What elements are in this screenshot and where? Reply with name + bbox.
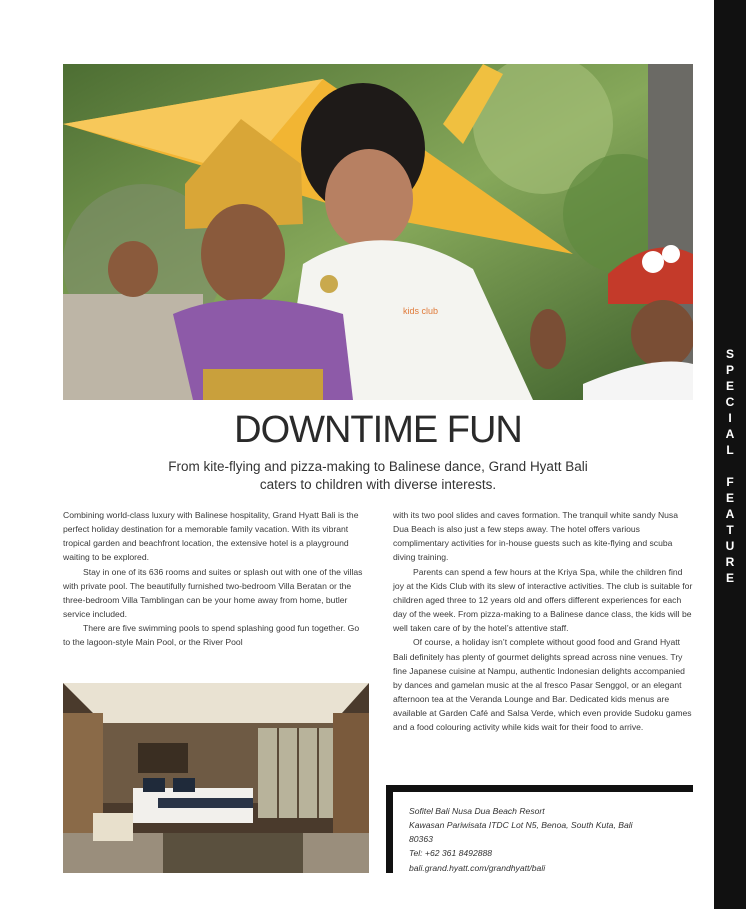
contact-line: 80363	[409, 834, 433, 845]
body-paragraph: Stay in one of its 636 rooms and suites or splash out with one of the villas with private pool. The beautifully furnished two-bedroom Villa Beratan or the three-bedroom Villa Tamblingan can be your home away from home, butler service included.	[63, 566, 363, 620]
contact-line: Kawasan Pariwisata ITDC Lot N5, Benoa, South Kuta, Bali	[409, 820, 633, 831]
section-label-letter: R	[725, 555, 735, 569]
section-label-letter: E	[725, 571, 734, 585]
body-paragraph: There are five swimming pools to spend splashing good fun together. Go to the lagoon-style Main Pool, or the River Pool	[63, 623, 360, 648]
contact-line: Sofitel Bali Nusa Dua Beach Resort	[409, 806, 545, 816]
body-paragraph: with its two pool slides and caves formation. The tranquil white sandy Nusa Dua Beach is also just a few steps away. The hotel offers various complimentary activities for in-house guests such as kite-flying and scuba diving training.	[393, 510, 679, 563]
article-subtitle: From kite-flying and pizza-making to Balinese dance, Grand Hyatt Bali caters to children with diverse interests.	[168, 459, 588, 492]
contact-line: Tel: +62 361 8492888	[409, 848, 493, 859]
body-column-right	[393, 508, 693, 735]
contact-details	[409, 804, 693, 875]
article-title: DOWNTIME FUN	[234, 409, 522, 451]
contact-line: bali.grand.hyatt.com/grandhyatt/bali	[409, 862, 546, 873]
section-label-letter: L	[726, 443, 734, 457]
svg-text:kids club: kids club	[403, 306, 439, 316]
body-paragraph: Parents can spend a few hours at the Kriya Spa, while the children find joy at the Kids Club with its slew of interactive activities. The club is suitable for children aged three to 12 years old and offers different experiences for each day of the week. From pizza-making to a Balinese dance class, the kids will be well taken care of by the hotel’s attentive staff.	[393, 566, 693, 634]
section-label-letter: U	[725, 539, 735, 553]
section-label-letter: F	[726, 475, 734, 489]
hero-photo	[63, 64, 693, 400]
contact-info-box	[386, 785, 693, 873]
section-label-letter: E	[725, 379, 734, 393]
villa-room-photo	[63, 683, 369, 873]
section-label-letter: I	[728, 411, 732, 425]
body-column-left	[63, 508, 363, 650]
section-label-letter: A	[725, 507, 735, 521]
section-label-letter: T	[726, 523, 734, 537]
body-paragraph: Combining world-class luxury with Balinese hospitality, Grand Hyatt Bali is the perfect holiday destination for a memorable family vacation. With its vibrant tropical garden and beachfront location, the extensive hotel is a playground waiting to be explored.	[63, 510, 359, 563]
info-box-left-rule	[386, 785, 393, 873]
section-label-letter: E	[725, 491, 734, 505]
section-label-letter: S	[725, 347, 734, 361]
body-paragraph: Of course, a holiday isn’t complete without good food and Grand Hyatt Bali definitely has plenty of gourmet delights spread across nine venues. Try fine Japanese cuisine at Nampu, authentic Indonesian delights accompanied by dances and gamelan music at the al fresco Pasar Senggol, or an elegant afternoon tea at the Veranda Lounge and Bar. Dedicated kids menus are available at Garden Café and Salsa Verde, which even provide Sudoku games and a food colouring activity while kids wait for their food to arrive.	[393, 637, 692, 733]
section-label	[714, 346, 746, 586]
section-label-letter: C	[725, 395, 735, 409]
info-box-top-rule	[386, 785, 693, 792]
section-label-letter: A	[725, 427, 735, 441]
section-label-letter: P	[725, 363, 734, 377]
